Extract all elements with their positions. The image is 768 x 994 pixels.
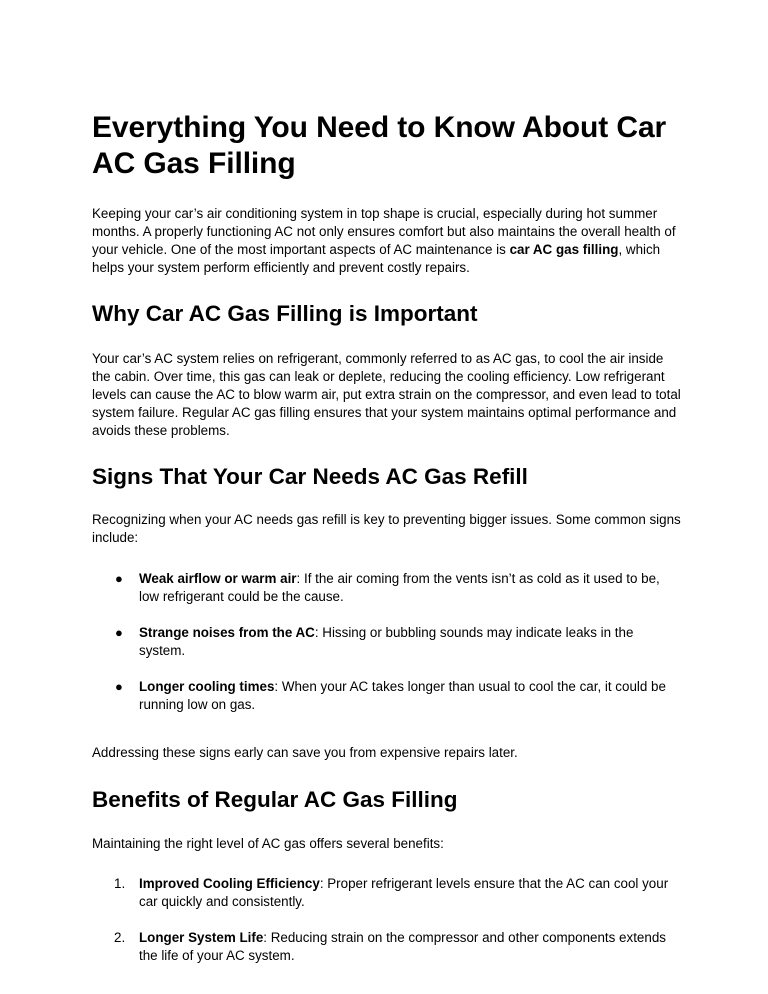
list-item-bold: Strange noises from the AC <box>139 625 315 640</box>
signs-closing-paragraph: Addressing these signs early can save you from expensive repairs later. <box>92 745 518 760</box>
bullet-icon: ● <box>115 571 123 586</box>
list-item-bold: Weak airflow or warm air <box>139 571 297 586</box>
list-item-text: : Hissing or bubbling sounds may indicate leaks in the system. <box>139 625 634 658</box>
bullet-icon: ● <box>115 679 123 694</box>
intro-text-after: , which helps your system perform efficiently and prevent costly repairs. <box>92 242 661 275</box>
document-page <box>92 110 682 983</box>
signs-list <box>92 570 682 714</box>
list-item <box>92 624 682 660</box>
list-item <box>92 678 682 714</box>
benefits-paragraph: Maintaining the right level of AC gas offers several benefits: <box>92 836 444 851</box>
list-item <box>92 929 682 965</box>
intro-paragraph <box>92 205 682 277</box>
page-title: Everything You Need to Know About Car AC Gas Filling <box>92 111 667 180</box>
signs-paragraph: Recognizing when your AC needs gas refill is key to preventing bigger issues. Some common signs include: <box>92 512 681 545</box>
list-number: 1. <box>114 876 126 891</box>
bullet-icon: ● <box>115 625 123 640</box>
why-heading: Why Car AC Gas Filling is Important <box>92 301 478 326</box>
intro-text-before: Keeping your car’s air conditioning system in top shape is crucial, especially during hot summer months. A properly functioning AC not only ensures comfort but also maintains the overall health of your vehicle. One of the most important aspects of AC maintenance is <box>92 206 676 257</box>
benefits-list <box>92 875 682 965</box>
list-item-text: : Proper refrigerant levels ensure that the AC can cool your car quickly and consistently. <box>139 876 669 909</box>
benefits-heading: Benefits of Regular AC Gas Filling <box>92 787 458 812</box>
list-item-bold: Longer System Life <box>139 930 264 945</box>
list-item-text: : If the air coming from the vents isn’t as cold as it used to be, low refrigerant could be the cause. <box>139 571 660 604</box>
list-item-text: : When your AC takes longer than usual to cool the car, it could be running low on gas. <box>139 679 666 712</box>
list-item-bold: Longer cooling times <box>139 679 275 694</box>
list-item-bold: Improved Cooling Efficiency <box>139 876 320 891</box>
list-item <box>92 570 682 606</box>
why-paragraph: Your car’s AC system relies on refrigerant, commonly referred to as AC gas, to cool the air inside the cabin. Over time, this gas can leak or deplete, reducing the cooling efficiency. Low refrigerant levels can cause the AC to blow warm air, put extra strain on the compressor, and even lead to total system failure. Regular AC gas filling ensures that your system maintains optimal performance and avoids these problems. <box>92 351 681 438</box>
signs-heading: Signs That Your Car Needs AC Gas Refill <box>92 464 528 489</box>
list-number: 2. <box>114 930 126 945</box>
list-item-text: : Reducing strain on the compressor and other components extends the life of your AC system. <box>139 930 666 963</box>
intro-bold-term: car AC gas filling <box>509 242 619 257</box>
list-item <box>92 875 682 911</box>
